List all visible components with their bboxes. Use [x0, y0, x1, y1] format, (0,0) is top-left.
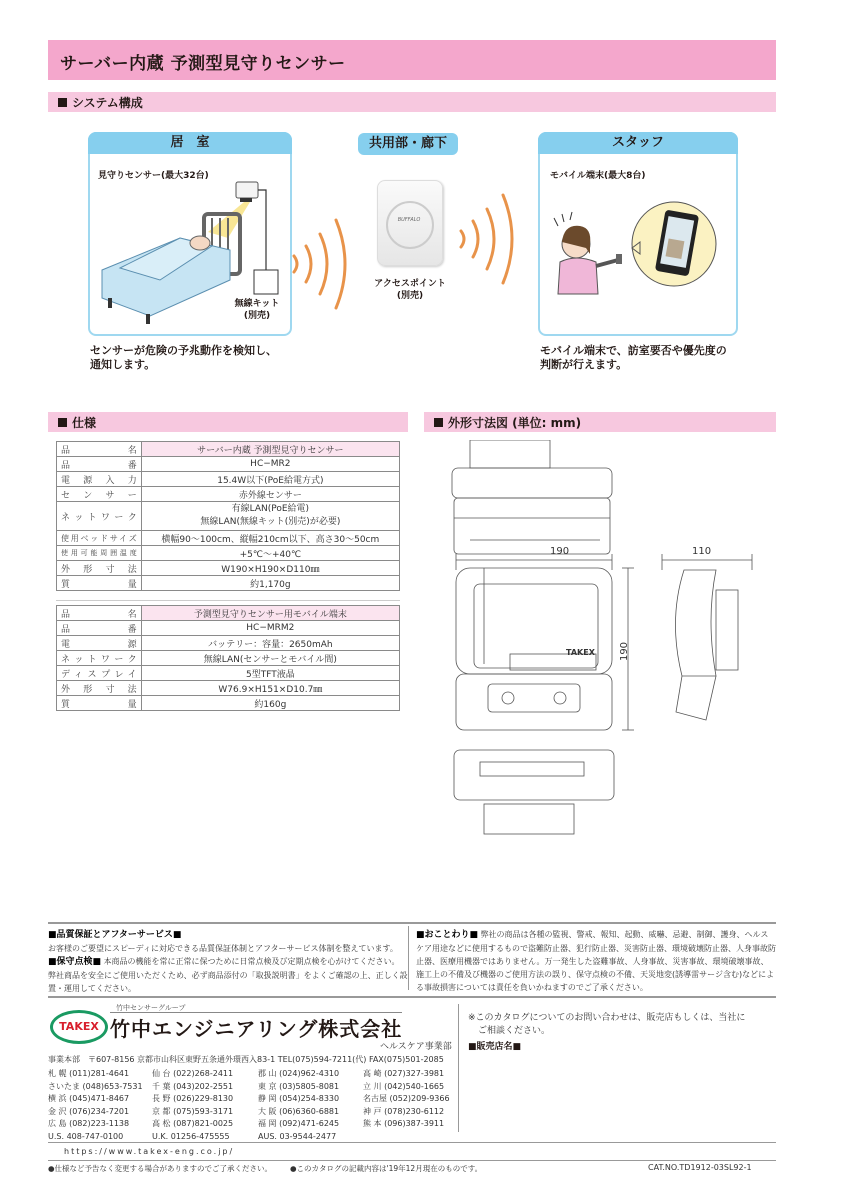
- hq-address: 事業本部 〒607-8156 京都市山科区東野五条通外環西入83-1 TEL(075)594-7211(代) FAX(075)501-2085: [48, 1055, 444, 1064]
- staff-illustration: [546, 196, 732, 306]
- table-row: 品番 HC−MR2: [57, 457, 400, 472]
- table-row: 質量 約160g: [57, 696, 400, 711]
- section-system: [48, 92, 776, 112]
- section-title: システム構成: [72, 96, 143, 110]
- table-row: 品番 HC−MRM2: [57, 621, 400, 636]
- table-row: 質量 約1,170g: [57, 576, 400, 591]
- depth-dimension: 110: [692, 546, 712, 557]
- wireless-signal-left-icon: [288, 210, 358, 310]
- wireless-kit-label: 無線キット (別売): [234, 299, 280, 321]
- section-specs: [48, 412, 408, 432]
- room-heading: 居 室: [88, 132, 292, 154]
- table-row: センサー 赤外線センサー: [57, 487, 400, 502]
- footer-divider-2: [48, 996, 776, 998]
- room-panel: [88, 132, 292, 336]
- footer-divider-3: [48, 1142, 776, 1143]
- footer-divider: [48, 922, 776, 924]
- ap-brand: BUFFALO: [397, 217, 421, 223]
- access-point-device: [377, 180, 443, 266]
- notice-spec-change: ●仕様など予告なく変更する場合がありますのでご了承ください。: [48, 1164, 273, 1173]
- corridor-heading: 共用部・廊下: [358, 133, 458, 155]
- dealer-label: ■販売店名■: [468, 1042, 522, 1052]
- sensor-spec-table: [56, 441, 400, 591]
- table-row: 使用ベッドサイズ 横幅90〜100cm、縦幅210cm以下、高さ30〜50cm: [57, 531, 400, 546]
- wireless-signal-right-icon: [455, 185, 525, 285]
- table-row: 品名 予測型見守りセンサー用モバイル端末: [57, 606, 400, 621]
- mobile-spec-table: [56, 605, 400, 711]
- takex-logo: TAKEX: [50, 1010, 108, 1044]
- footer-divider-4: [48, 1160, 776, 1161]
- room-caption: センサーが危険の予兆動作を検知し、 通知します。: [90, 344, 277, 371]
- section-title: 外形寸法図 (単位: mm): [448, 416, 582, 430]
- mobile-device-label: モバイル端末(最大8台): [550, 171, 646, 181]
- staff-caption: モバイル端末で、訪室要否や優先度の 判断が行えます。: [540, 344, 727, 371]
- table-row: 電源 バッテリー：容量：2650mAh: [57, 636, 400, 651]
- division-name: ヘルスケア事業部: [380, 1042, 452, 1052]
- staff-panel: [538, 132, 738, 336]
- table-row: 使用可能周囲温度 +5℃〜+40℃: [57, 546, 400, 561]
- dimension-drawing: [440, 440, 760, 840]
- staff-heading: スタッフ: [538, 132, 738, 154]
- notice-catalog-date: ●このカタログの記載内容は'19年12月現在のものです。: [290, 1164, 483, 1173]
- table-row: 外形寸法 W76.9×H151×D10.7㎜: [57, 681, 400, 696]
- brand-mark: TAKEX: [566, 648, 595, 657]
- divider: [56, 600, 400, 601]
- inquiry-note: ※このカタログについてのお問い合わせは、販売店もしくは、当社に ご相談ください。: [468, 1013, 746, 1036]
- access-point-label: アクセスポイント (別売): [374, 279, 446, 301]
- footer-vdivider: [408, 926, 409, 990]
- table-row: 品名 サーバー内蔵 予測型見守りセンサー: [57, 442, 400, 457]
- table-row: 外形寸法 W190×H190×D110㎜: [57, 561, 400, 576]
- page-title: サーバー内蔵 予測型見守りセンサー: [60, 54, 346, 74]
- office-list: 札 幌 (011)281-4641 仙 台 (022)268-2411 郡 山 (024)962-4310 高 崎 (027)327-3981 さいたま (048)653-7531 千 葉 (043)202-2551 東 京 (03)5805-8081 立 川 (042)540-1665 横 浜 (045)471-8467 長 野 (026)229-8130 静 岡 (054)254-8330 名古屋 (052)209-9366 金 沢 (076)234-7201 京 都 (075)593-3171 大 阪 (06)6360-6881 神 戸 (078)230-6112 広 島 (082)223-1138 高 松 (087)821-0025 福 岡 (092)471-6245 熊 本 (096)387-3911 U.S. 408-747-0100 U.K. 01256-475555 AUS. 03-9544-2477: [48, 1069, 450, 1141]
- section-title: 仕様: [72, 416, 97, 430]
- table-row: ネットワーク 無線LAN(センサーとモバイル間): [57, 651, 400, 666]
- sensor-label: 見守りセンサー(最大32台): [98, 171, 209, 181]
- page-title-bar: [48, 40, 776, 80]
- table-row: 電源入力 15.4W以下(PoE給電方式): [57, 472, 400, 487]
- table-row: ネットワーク 有線LAN(PoE給電) 無線LAN(無線キット(別売)が必要): [57, 502, 400, 531]
- square-bullet-icon: [58, 98, 67, 107]
- footer-vdivider-2: [458, 1004, 459, 1132]
- disclaimer-block: ■おことわり■ 弊社の商品は各種の監視、警戒、報知、起動、威嚇、忌避、制御、護身、ヘルスケア用途などに使用するもので盗難防止器、犯行防止器、災害防止器、環境破壊防止器、人身事故防止器、医療用機器ではありません。万一発生した盗難事故、人身事故、災害事故、環境破壊事故、施工上の不備及び機器のご使用方法の誤り、保守点検の不備、天災地変(誘導雷サージ含む)などによる事故損害については責任を負いかねますのでご了承ください。: [416, 930, 776, 992]
- section-dimensions: [424, 412, 776, 432]
- catalog-number: CAT.NO.TD1912-03SL92-1: [648, 1163, 752, 1172]
- group-label: 竹中センサーグループ: [116, 1004, 186, 1012]
- website-link[interactable]: https://www.takex-eng.co.jp/: [64, 1147, 235, 1156]
- width-dimension: 190: [550, 546, 570, 557]
- square-bullet-icon: [434, 418, 443, 427]
- square-bullet-icon: [58, 418, 67, 427]
- company-name: 竹中エンジニアリング株式会社: [110, 1012, 402, 1042]
- quality-block: ■品質保証とアフターサービス■ お客様のご要望にスピーディに対応できる品質保証体制とアフターサービス体制を整えています。 ■保守点検■ 本商品の機能を常に正常に保つために日常点検及び定期点検を心がけてください。 弊社商品を安全にご使用いただくため、必ず商品添付の「取扱説明書」をよくご確認の上、正しく設置・運用してください。: [48, 930, 408, 993]
- table-row: ディスプレイ 5型TFT液晶: [57, 666, 400, 681]
- height-dimension: 190: [619, 641, 631, 662]
